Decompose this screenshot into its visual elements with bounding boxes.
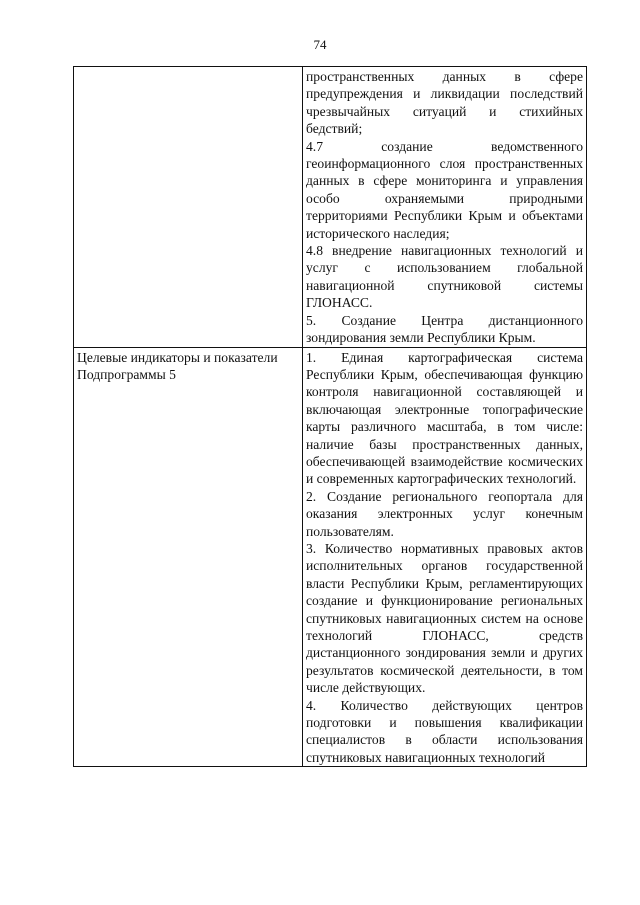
table-row bbox=[74, 67, 587, 348]
table-row bbox=[74, 347, 587, 767]
table-cell-label bbox=[74, 347, 303, 767]
row-label bbox=[74, 67, 302, 68]
page-number: 74 bbox=[313, 37, 327, 52]
table-cell-content bbox=[303, 67, 587, 348]
table-paragraph: 2. Создание регионального геопортала для оказания электронных услуг конечным пользователям. bbox=[306, 488, 583, 539]
subprogram-table bbox=[73, 66, 587, 767]
table-paragraph: 1. Единая картографическая система Республики Крым, обеспечивающая функцию контроля навигационной составляющей и включающая электронные топографические карты различного масштаба, в том числе: наличие базы пространственных данных, обеспечивающей взаимодействие космических и современных картографических технологий. bbox=[306, 349, 583, 487]
table-cell-content bbox=[303, 347, 587, 767]
table-cell-label bbox=[74, 67, 303, 348]
table-paragraph: 5. Создание Центра дистанционного зондирования земли Республики Крым. bbox=[306, 312, 583, 346]
table-paragraph: 4.7 создание ведомственного геоинформационного слоя пространственных данных в сфере мониторинга и управления особо охраняемыми природными территориями Республики Крым и объектами исторического наследия; bbox=[306, 138, 583, 241]
table-paragraph: пространственных данных в сфере предупреждения и ликвидации последствий чрезвычайных ситуаций и стихийных бедствий; bbox=[306, 69, 583, 137]
row-label: Целевые индикаторы и показатели Подпрограммы 5 bbox=[77, 349, 278, 382]
table-paragraph: 4.8 внедрение навигационных технологий и услуг с использованием глобальной навигационной спутниковой системы ГЛОНАСС. bbox=[306, 243, 583, 311]
table-paragraph: 3. Количество нормативных правовых актов исполнительных органов государственной власти Республики Крым, регламентирующих создание и функционирование региональных спутниковых навигационных систем на основе технологий ГЛОНАСС, средств дистанционного зондирования земли и других результатов космической деятельности, в том числе действующих. bbox=[306, 540, 583, 696]
table-paragraph: 4. Количество действующих центров подготовки и повышения квалификации специалистов в области использования спутниковых навигационных технологий bbox=[306, 697, 583, 765]
